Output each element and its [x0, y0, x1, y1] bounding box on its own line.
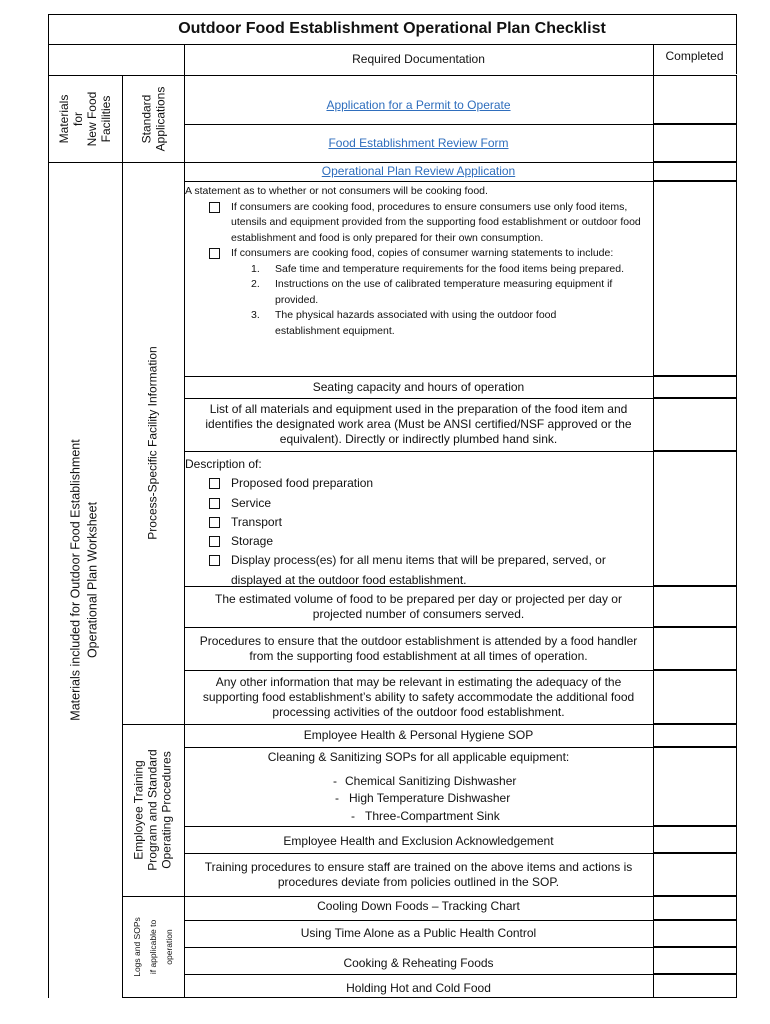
completed-box-review[interactable]: [653, 124, 737, 162]
group-process-specific: Process-Specific Facility Information: [146, 346, 160, 540]
completed-box-materials[interactable]: [653, 398, 737, 451]
completed-box-cooking[interactable]: [653, 181, 737, 376]
materials-list: List of all materials and equipment used in the preparation of the food item and identifies the designated work area (Must be ANSI certified/NSF approved or the equivalent). Directly or indirectly plumbed hand sink.: [205, 402, 632, 446]
checkbox[interactable]: [209, 517, 220, 528]
review-link-cell: [184, 124, 653, 162]
completed-box-time[interactable]: [653, 920, 737, 947]
completed-box-cooking-reheat[interactable]: [653, 947, 737, 974]
description-block: Description of: Proposed food preparation Service Transport Storage Display process(es) for all menu items that will be prepared, served, or displayed at the outdoor food establishment.: [185, 455, 653, 590]
completed-box-other[interactable]: [653, 670, 737, 724]
required-documentation-header: Required Documentation: [352, 52, 485, 66]
cooking-sub-1: 1. Safe time and temperature requirements for the food items being prepared.: [251, 262, 625, 275]
employee-exclusion: Employee Health and Exclusion Acknowledgement: [283, 834, 554, 848]
description-item: Storage: [209, 532, 653, 551]
cleaning-item: - Three-Compartment Sink: [351, 808, 500, 823]
opplan-link-cell: [184, 162, 653, 181]
completed-box-seating[interactable]: [653, 376, 737, 398]
description-item: Display process(es) for all menu items that will be prepared, served, or displayed at the outdoor food establishment.: [209, 551, 653, 590]
completed-box-health-sop[interactable]: [653, 724, 737, 747]
completed-header: Completed: [665, 48, 724, 63]
time-control: Using Time Alone as a Public Health Control: [300, 926, 537, 940]
cleaning-item: - Chemical Sanitizing Dishwasher: [333, 773, 517, 788]
seating-capacity: Seating capacity and hours of operation: [312, 379, 525, 394]
permit-application-link[interactable]: Application for a Permit to Operate: [326, 98, 511, 112]
attended-procedures: Procedures to ensure that the outdoor establishment is attended by a food handler from the supporting food establishment at all times of operation.: [199, 633, 638, 663]
checkbox[interactable]: [209, 555, 220, 566]
completed-box-attended[interactable]: [653, 627, 737, 670]
completed-box-permit[interactable]: [653, 75, 737, 124]
employee-health-sop: Employee Health & Personal Hygiene SOP: [303, 728, 534, 742]
cooking-sub-3: 3. The physical hazards associated with using the outdoor food establishment equipment.: [251, 309, 557, 337]
volume-estimate: The estimated volume of food to be prepared per day or projected per day or projected number of consumers served.: [215, 591, 622, 621]
cooking-statement: A statement as to whether or not consumers will be cooking food. If consumers are cooking food, procedures to ensure consumers use only food items, utensils and equipment provided from the supporting food establishment or outdoor food establishment and food is only prepared for their own consumption. If consumers are cooking food, copies of consumer warning statements to include: 1. Safe time and temperature requirements for the food items being prepared. 2. Instructions on the use of calibrated temperature measuring equipment if provided. 3. The physical hazards associated with using the outdoor food establishment equipment.: [185, 184, 653, 339]
completed-box-holding[interactable]: [653, 974, 737, 998]
group-logs: Logs and SOPs if applicable to operation: [132, 916, 174, 977]
cooking-item-2: If consumers are cooking food, copies of consumer warning statements to include:: [209, 246, 653, 262]
cooking-reheating: Cooking & Reheating Foods: [343, 956, 494, 970]
completed-box-volume[interactable]: [653, 586, 737, 627]
group-materials-included: Materials included for Outdoor Food Establishment Operational Plan Worksheet: [69, 439, 101, 721]
operational-plan-link[interactable]: Operational Plan Review Application: [321, 164, 516, 178]
other-information: Any other information that may be relevant in estimating the adequacy of the supporting food establishment’s ability to safety accommodate the additional food processing activities of the outdoor food establishment.: [202, 674, 635, 719]
checkbox[interactable]: [209, 248, 220, 259]
checkbox[interactable]: [209, 536, 220, 547]
completed-box-cleaning[interactable]: [653, 747, 737, 826]
description-item: Proposed food preparation: [209, 474, 653, 493]
checkbox[interactable]: [209, 498, 220, 509]
completed-box-opplan[interactable]: [653, 162, 737, 181]
description-item: Transport: [209, 513, 653, 532]
checkbox[interactable]: [209, 478, 220, 489]
completed-box-training[interactable]: [653, 853, 737, 896]
cleaning-item: - High Temperature Dishwasher: [335, 791, 511, 805]
holding-food: Holding Hot and Cold Food: [346, 980, 491, 995]
checkbox[interactable]: [209, 202, 220, 213]
group-standard-apps: Standard Applications: [139, 86, 167, 151]
review-form-link[interactable]: Food Establishment Review Form: [328, 135, 509, 150]
permit-link-cell: [184, 75, 653, 124]
cooking-sub-2: 2. Instructions on the use of calibrated temperature measuring equipment if provided.: [251, 278, 613, 306]
completed-box-description[interactable]: [653, 451, 737, 586]
description-item: Service: [209, 494, 653, 513]
page-title: Outdoor Food Establishment Operational Plan Checklist: [178, 20, 606, 37]
training-procedures: Training procedures to ensure staff are trained on the above items and actions is procedures deviate from policies outlined in the SOP.: [204, 859, 633, 889]
cleaning-sops: Cleaning & Sanitizing SOPs for all applicable equipment: - Chemical Sanitizing Dishwasher - High Temperature Dishwasher - Three-Compartment Sink: [184, 749, 653, 825]
completed-box-cooling[interactable]: [653, 896, 737, 920]
cooling-chart: Cooling Down Foods – Tracking Chart: [317, 898, 520, 913]
group-materials-new: Materials for New Food Facilities: [57, 91, 113, 146]
cooking-item-1: If consumers are cooking food, procedures to ensure consumers use only food items, utensils and equipment provided from the supporting food establishment or outdoor food establishment and food is only prepared for their own consumption.: [209, 200, 653, 247]
group-employee-training: Employee Training Program and Standard Operating Procedures: [132, 749, 174, 871]
completed-box-exclusion[interactable]: [653, 826, 737, 853]
